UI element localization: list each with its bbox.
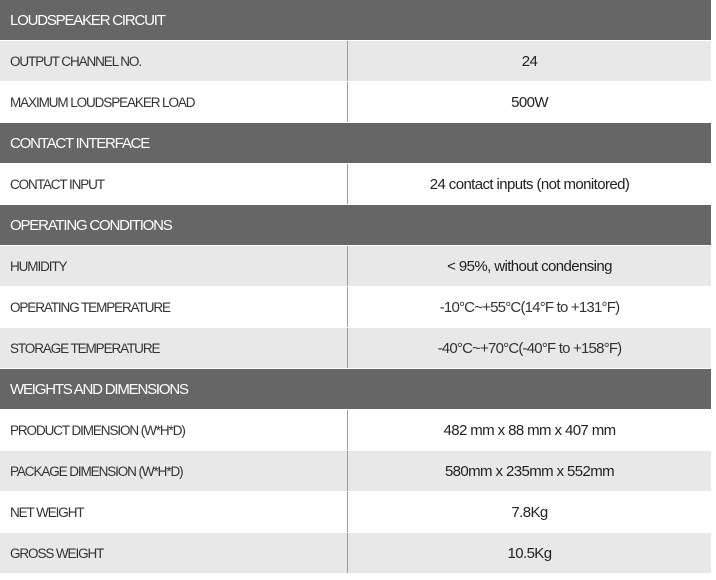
spec-row-contact-input bbox=[0, 164, 711, 205]
spec-value: 7.8Kg bbox=[511, 503, 548, 521]
spec-row-gross-weight bbox=[0, 533, 711, 574]
spec-value: 580mm x 235mm x 552mm bbox=[444, 462, 615, 480]
spec-label: HUMIDITY bbox=[0, 246, 348, 286]
spec-row-max-load bbox=[0, 82, 711, 123]
spec-value: 482 mm x 88 mm x 407 mm bbox=[443, 421, 616, 439]
spec-row-humidity bbox=[0, 246, 711, 287]
spec-value: -10°C~+55°C(14°F to +131°F) bbox=[439, 298, 620, 316]
spec-row-package-dimension bbox=[0, 451, 711, 492]
spec-label: STORAGE TEMPERATURE bbox=[0, 328, 348, 368]
spec-row-storage-temperature bbox=[0, 328, 711, 369]
spec-row-product-dimension bbox=[0, 410, 711, 451]
section-header-operating-conditions: OPERATING CONDITIONS bbox=[0, 205, 711, 246]
spec-label: OUTPUT CHANNEL NO. bbox=[0, 41, 348, 81]
spec-label: GROSS WEIGHT bbox=[0, 533, 348, 573]
spec-row-operating-temperature bbox=[0, 287, 711, 328]
spec-label: NET WEIGHT bbox=[0, 492, 348, 532]
spec-label: CONTACT INPUT bbox=[0, 164, 348, 204]
section-header-contact-interface: CONTACT INTERFACE bbox=[0, 123, 711, 164]
spec-value: 24 contact inputs (not monitored) bbox=[429, 175, 630, 193]
spec-value: -40°C~+70°C(-40°F to +158°F) bbox=[437, 339, 622, 357]
spec-label: PACKAGE DIMENSION (W*H*D) bbox=[0, 451, 348, 491]
spec-value: 24 bbox=[521, 52, 538, 70]
spec-label: OPERATING TEMPERATURE bbox=[0, 287, 348, 327]
spec-row-output-channel bbox=[0, 41, 711, 82]
spec-label: PRODUCT DIMENSION (W*H*D) bbox=[0, 410, 348, 450]
spec-value: < 95%, without condensing bbox=[447, 257, 612, 275]
spec-row-net-weight bbox=[0, 492, 711, 533]
section-header-weights-dimensions: WEIGHTS AND DIMENSIONS bbox=[0, 369, 711, 410]
section-header-loudspeaker-circuit: LOUDSPEAKER CIRCUIT bbox=[0, 0, 711, 41]
spec-value: 500W bbox=[511, 93, 548, 111]
spec-label: MAXIMUM LOUDSPEAKER LOAD bbox=[0, 82, 348, 122]
spec-value: 10.5Kg bbox=[507, 544, 552, 562]
